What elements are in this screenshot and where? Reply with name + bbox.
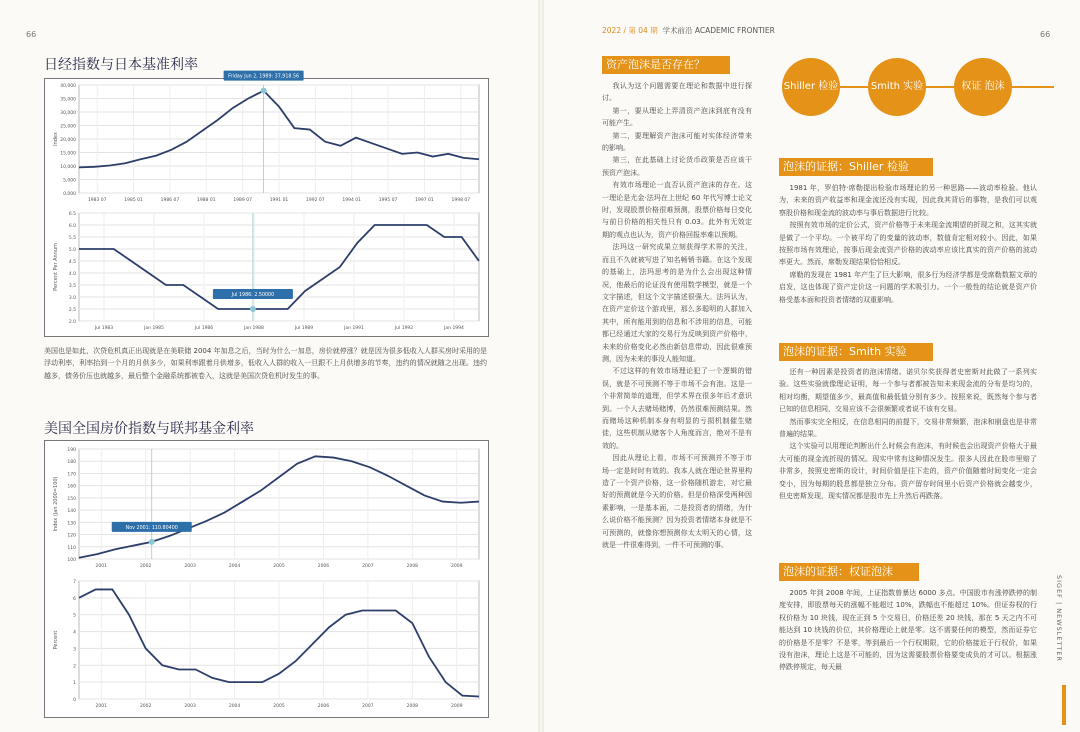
y-tick-label: 140: [67, 509, 76, 515]
y-tick-label: 2.5: [68, 308, 76, 313]
y-tick-label: 120: [67, 533, 76, 539]
x-tick-label: Jan 1985: [144, 326, 164, 331]
x-tick-label: Jan 1988: [244, 326, 264, 331]
side-accent: [1062, 685, 1066, 725]
x-tick-label: 2008: [406, 704, 419, 709]
y-tick-label: 2.0: [68, 320, 76, 325]
gutter: [538, 0, 544, 732]
annotation-point: [149, 539, 155, 545]
section-title: 资产泡沫是否存在？: [602, 56, 730, 74]
y-tick-label: 40,000: [60, 84, 76, 89]
sub-title-shiller: 泡沫的证据：Shiller 检验: [779, 158, 933, 176]
column-1: [602, 80, 752, 551]
paragraph: 还有一种因素是投资者的泡沫情绪。诺贝尔奖获得者史密斯对此做了一系列实验。这些实验就像理论证明，每一个参与者都被告知未来现金流的分布是均匀的，相对均衡，期望值多少，最高值和最低值分别有多少。按照来说，既然每个参与者已知的信息相同，交易应该不会很频繁或者说不该有交易。: [779, 368, 1037, 414]
y-tick-label: 20,000: [60, 138, 76, 143]
y-tick-label: 180: [67, 460, 76, 466]
y-tick-label: 3.0: [68, 296, 76, 301]
x-tick-label: Jul 1986: [194, 326, 214, 331]
annotation-text: Nov 2001: 110.80400: [125, 525, 178, 531]
x-tick-label: 2009: [451, 704, 463, 709]
paragraph: 按照有效市场的定价公式，资产价格等于未来现金流期望的折现之和，这其实就是做了一个平均。一个被平均了的变量的波动率，数值肯定相对较小。因此，如果按照市场有效理论，按事后现金流资产价格的波动率应该比真实的资产价格的波动率更大。然而，席勒发现结果恰恰相反。: [779, 221, 1037, 267]
y-tick-label: 6.0: [68, 224, 76, 229]
y-tick-label: 3.5: [68, 284, 76, 289]
page-header: 2022 / 第 04 期 学术前沿 ACADEMIC FRONTIER: [602, 26, 775, 35]
y-tick-label: 100: [67, 558, 76, 563]
x-tick-label: Jul 1983: [94, 326, 114, 331]
paragraph: 不过这样的有效市场理论犯了一个逻辑的错误，就是不可预测不等于市场不会有泡。这是一个非常简单的道理，但学术界在很多年后才意识到。一个人去赌场赌博，仍然很难预测结果。然而赌场这种机制本身有明显的亏损机制催生赌徒，这些机制从赌客个人角度而言，绝对不是有效的。: [602, 367, 752, 450]
y-tick-label: 6.5: [68, 212, 76, 217]
paragraph: 第二，要理解资产泡沫可能对实体经济带来的影响。: [602, 131, 752, 153]
x-tick-label: 1995 07: [378, 198, 398, 203]
chart2-title: 美国全国房价指数与联邦基金利率: [44, 421, 254, 437]
x-tick-label: 2002: [139, 704, 152, 709]
y-tick-label: 25,000: [60, 124, 76, 130]
x-tick-label: Jan 1991: [344, 326, 364, 331]
x-tick-label: 2006: [317, 564, 330, 569]
side-label: SIGEF | NEWSLETTER: [1055, 575, 1063, 662]
y-axis-label: Percent Per Annum: [53, 243, 59, 291]
x-tick-label: 2005: [273, 704, 285, 709]
annotation-point: [261, 88, 267, 94]
x-tick-label: Jul 1992: [394, 326, 414, 331]
paragraph: 法玛这一研究成果立刻获得学术界的关注，而且不久就被写进了知名畅销书籍。在这个发现的基础上，法玛思考的是为什么会出现这种情况，他最后的论证没有使用数学模型，就是一个文字描述，但这个文字描述很强大。法玛认为，在资产定价这个游戏里，那么多聪明的人群加入其中，所有能用到的信息和不涉用的信息，可能都已经通过大家的交易行为反映到资产价格中，未来的价格变化必然由新信息带动，因此很难预测，因为未来的事没人能知道。: [602, 243, 752, 363]
x-tick-label: 2008: [406, 564, 419, 569]
y-tick-label: 4.0: [68, 272, 76, 277]
us-house-chart: [45, 441, 488, 717]
y-tick-label: 15,000: [60, 151, 76, 157]
y-tick-label: 2: [73, 664, 76, 670]
page-number-right: 66: [1040, 30, 1051, 39]
x-tick-label: 1986 07: [160, 198, 180, 203]
x-tick-label: 1997 01: [415, 198, 434, 203]
x-tick-label: 2001: [95, 704, 107, 709]
x-tick-label: 1985 01: [124, 198, 143, 203]
x-tick-label: Jan 1994: [444, 326, 464, 331]
x-tick-label: 1983 07: [87, 198, 107, 203]
sub-title-smith: 泡沫的证据：Smith 实验: [779, 343, 933, 361]
chart1-title: 日经指数与日本基准利率: [44, 57, 198, 73]
y-tick-label: 190: [67, 448, 76, 453]
x-tick-label: 1991 01: [269, 198, 289, 203]
x-tick-label: 1989 07: [233, 198, 252, 203]
x-tick-label: 2006: [317, 704, 330, 709]
y-tick-label: 30,000: [60, 111, 76, 116]
page-number-left: 66: [26, 30, 37, 39]
y-tick-label: 5.0: [68, 248, 76, 253]
shiller-text: [779, 182, 1037, 306]
y-tick-label: 7: [73, 580, 76, 585]
y-tick-label: 6: [73, 596, 76, 602]
paragraph: 2005 年到 2008 年间，上证指数曾暴达 6000 多点。中国股市有涨停跌停的制度安排，即股票每天的涨幅不能超过 10%，跌幅也不能超过 10%。但证券权的行权价格为 10 块钱，现在正到 5 个交易日，价格还差 20 块钱，那在 5 天之内不可能达到 10 块钱的价位，其价格理论上就是零。这不需要任何的模型，然而证券它的价格是不是零？不是零，等到最后一个行权期限，它的价格接近于行权价，如果没有泡沫，理论上这是不可能的，因为这需要股票价格要变成负的才可以。根据涨停跌停规定，每天最: [779, 589, 1037, 672]
y-tick-label: 170: [67, 472, 76, 478]
x-tick-label: 1998 07: [451, 198, 471, 203]
y-tick-label: 130: [67, 521, 76, 527]
x-tick-label: 2004: [228, 564, 241, 569]
y-tick-label: 1: [73, 681, 76, 687]
y-tick-label: 5.5: [68, 236, 76, 241]
paragraph: 席勒的发现在 1981 年产生了巨大影响，很多行为经济学都是受席勒数据文章的启发，这也体现了资产定价这一问题的学术吸引力。一个一般性的结论就是资产价格受基本面和投资者情绪的双重影响。: [779, 270, 1037, 304]
annotation-tooltip: [213, 289, 293, 299]
annotation-tooltip: [112, 522, 192, 532]
body-paragraph: 美国也是如此，次贷危机真正出现就是在美联储 2004 年加息之后，当时为什么一加息，房价就停涨？就是因为很多低收入人群买房时采用的是浮动利率，利率抬到一个月的月供多少，如果利率跟着月供增多，低收入人群的收入一旦跟不上月供增多的节奏，违约的情况就随之出现。违约越多，债务价压也就越多，最后整个金融系统都被卷入，这就是美国次贷危机时发生的事。: [44, 347, 487, 380]
y-tick-label: 110: [67, 545, 76, 551]
sub-title-warrant: 泡沫的证据：权证泡沫: [779, 563, 919, 581]
x-tick-label: 2003: [184, 704, 196, 709]
paragraph: 因此从理论上看，市场不可预测并不等于市场一定是时时有效的。我本人就在理论世界里构造了一个资产价格，这一价格随机游走，对它最好的预测就是今天的价格。但是价格深受两种因素影响，一是基本面，二是投资者的情绪，为什么说价格不能预测？因为投资者情绪本身就是不可预测的，就像你想预测你太太明天的心情，这就是一件很难得到，一件不可预测的事。: [602, 454, 752, 550]
y-tick-label: 150: [67, 496, 76, 502]
warrant-text: [779, 587, 1037, 674]
x-tick-label: 2007: [362, 564, 374, 569]
paragraph: 我认为这个问题需要在理论和数据中进行探讨。: [602, 82, 752, 103]
paragraph: 这个实验可以用理论判断出什么时候会有泡沫，有时候也会出现资产价格大于最大可能的现金流折现的情况。现实中常有这种情况发生。很多人因此在股市里赔了非常多，按照史密斯的设计，时间价值是往下走的，资产价值随着时间变化一定会变小，因为每期的股息都是独立分布。资产留存时间里小后资产价格就会越变少，但史密斯发现，现实情况都是股市先上升然后再跌落。: [779, 442, 1037, 501]
circle-warrant: 权证 泡沫: [954, 58, 1012, 116]
y-tick-label: 4: [73, 630, 76, 636]
y-tick-label: 4.5: [68, 260, 76, 265]
x-tick-label: 2001: [95, 564, 107, 569]
annotation-text: Friday Jun 2, 1989: 37,918.56: [228, 74, 300, 80]
x-tick-label: 1992 07: [306, 198, 325, 203]
paragraph: 1981 年，罗伯特·席勒提出检验市场理论的另一种思路——波动率检验。他认为，未来的资产收益率和现金流还没有实现，因此我其背后的事物，是我们可以观察股价格和现金流的波动率与事后数据进行比较。: [779, 184, 1037, 217]
paragraph: 然而事实完全相反，在信息相同的前提下，交易非常频繁，泡沫和崩盘也是非常普遍的结果。: [779, 417, 1037, 439]
annotation-tooltip: [224, 71, 304, 81]
annotation-text: Jul 1986: 2.50000: [231, 293, 275, 298]
smith-text: [779, 366, 1037, 502]
paragraph: 第一，要从理论上弄清资产泡沫到底有没有可能产生。: [602, 106, 752, 128]
y-axis-label: Percent: [53, 630, 59, 650]
y-axis-label: Index: [53, 132, 59, 146]
x-tick-label: 2005: [273, 564, 285, 569]
paragraph: 第三，在此基础上讨论货币政策是否应该干预资产泡沫。: [602, 156, 752, 177]
y-axis-label: Index (Jan 2000=100): [53, 476, 59, 532]
y-tick-label: 5: [73, 613, 76, 619]
circle-shiller: Shiller 检验: [782, 58, 840, 116]
y-tick-label: 35,000: [60, 97, 76, 103]
x-tick-label: Jul 1989: [294, 326, 314, 331]
x-tick-label: 2009: [451, 564, 463, 569]
y-tick-label: 0,000: [63, 192, 76, 197]
x-tick-label: 2007: [362, 704, 374, 709]
y-tick-label: 160: [67, 484, 76, 490]
x-tick-label: 1994 01: [342, 198, 362, 203]
nikkei-chart: [45, 74, 488, 336]
chart1-frame: [44, 74, 489, 337]
y-tick-label: 3: [73, 647, 76, 653]
annotation-point: [250, 306, 256, 312]
y-tick-label: 5,000: [63, 178, 76, 184]
circle-smith: Smith 实验: [868, 58, 926, 116]
y-tick-label: 0: [73, 698, 76, 703]
y-tick-label: 10,000: [60, 165, 76, 170]
x-tick-label: 2003: [184, 564, 196, 569]
paragraph: 有效市场理论一直否认资产泡沫的存在。这一理论是尤金·法玛在上世纪 60 年代写博士论文时，发现股票价格很难预测，股票价格每日变化与前日价格的相关性只有 0.03。此外有无效定期的观点也认为，资产价格回报率难以预期。: [602, 181, 752, 239]
chart2-frame: [44, 440, 489, 718]
x-tick-label: 2002: [139, 564, 152, 569]
x-tick-label: 2004: [228, 704, 241, 709]
x-tick-label: 1988 01: [196, 198, 216, 203]
